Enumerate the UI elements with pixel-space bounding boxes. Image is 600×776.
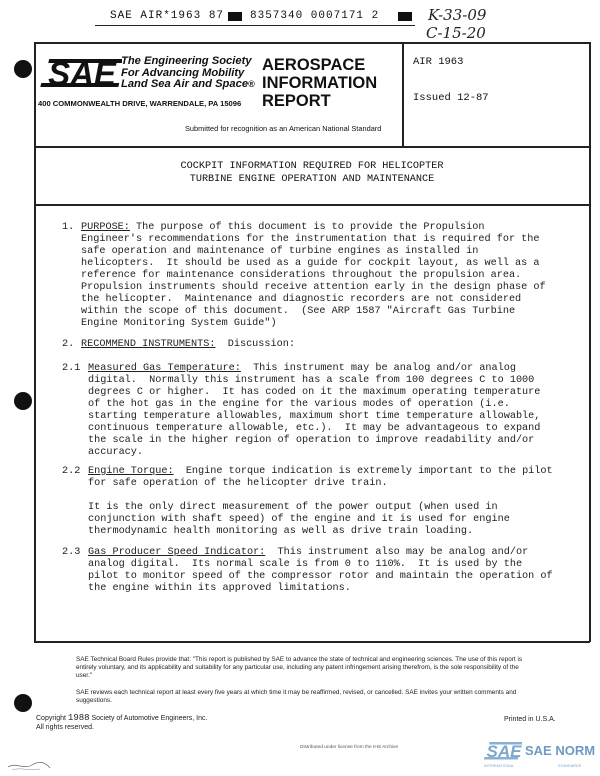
section-1-line-7: within the scope of this document. (See ARP 1587 "Aircraft Gas Turbine — [81, 306, 516, 317]
section-2-2-para2-line-0: It is the only direct measurement of the power output (when used in — [88, 502, 498, 513]
section-1-line-3: helicopters. It should be used as a guide for cockpit layout, as well as a — [81, 258, 540, 269]
section-1-line-5: Propulsion instruments should receive attention early in the design phase of — [81, 282, 546, 293]
document-title — [34, 160, 590, 186]
issued-date: Issued 12-87 — [413, 92, 489, 104]
copyright — [36, 714, 207, 723]
frame-bottom — [34, 641, 590, 643]
copyright-year: 1988 — [67, 713, 90, 723]
org-line-3: Land Sea Air and Space — [121, 78, 249, 90]
org-line-2: For Advancing Mobility — [121, 66, 245, 79]
sae-norm-text: SAE NORM — [525, 743, 596, 758]
section-2-2-para2-line-2: thermodynamic health monitoring as well as drive train loading. — [88, 526, 474, 537]
header-bottom-rule — [34, 146, 590, 148]
copyright-holder: Society of Automotive Engineers, Inc. — [91, 715, 208, 722]
section-1-line-2: safe operation and maintenance of turbine engines as installed in — [81, 246, 479, 257]
section-2-3-line-3: the engine within its approved limitations. — [88, 583, 351, 594]
section-2-1-number: 2.1 — [62, 363, 81, 374]
report-type — [262, 56, 377, 110]
section-2-1-body — [88, 363, 540, 459]
registered-mark: ® — [248, 79, 255, 89]
section-2-3-heading: Gas Producer Speed Indicator: — [88, 547, 266, 558]
section-2-number: 2. — [62, 339, 75, 350]
punch-hole-top — [14, 60, 32, 78]
frame-right — [589, 42, 591, 642]
doc-number: AIR 1963 — [413, 56, 464, 68]
black-mark-2 — [398, 12, 412, 21]
section-2-1-line-0: This instrument may be analog and/or analog — [240, 363, 516, 374]
doc-code: SAE AIR*1963 87 — [110, 10, 225, 22]
section-1-line-0: The purpose of this document is to provide the Propulsion — [129, 222, 485, 233]
org-line-1: The Engineering Society — [121, 55, 252, 67]
rights-reserved: All rights reserved. — [36, 724, 94, 731]
section-1-line-8: Engine Monitoring System Guide") — [81, 318, 277, 329]
sae-norm-small-left: INTERNATIONAL — [484, 764, 515, 768]
address: 400 COMMONWEALTH DRIVE, WARRENDALE, PA 15096 — [38, 99, 242, 108]
printed-in: Printed in U.S.A. — [504, 716, 556, 723]
section-2-2-body — [88, 466, 553, 538]
title-line-2: TURBINE ENGINE OPERATION AND MAINTENANCE — [189, 174, 435, 185]
handwritten-note-1: K-33-09 — [428, 6, 487, 24]
title-bottom-rule — [34, 204, 590, 206]
top-strip-rule — [95, 25, 415, 26]
review-note: SAE reviews each technical report at least every five years at which time it may be reaffirmed, revised, or cancelled. SAE invites your written comments and suggestions. — [76, 689, 517, 704]
section-2-1-heading: Measured Gas Temperature: — [88, 363, 241, 374]
frame-left — [34, 42, 36, 642]
section-2-3-number: 2.3 — [62, 547, 81, 558]
section-2-2-line-1: for safe operation of the helicopter drive train. — [88, 478, 388, 489]
section-2-heading: RECOMMEND INSTRUMENTS: — [81, 339, 216, 350]
header-divider — [402, 42, 404, 146]
org-tagline — [121, 56, 255, 91]
scan-artifact-icon — [6, 758, 52, 772]
punch-hole-middle — [14, 392, 32, 410]
sae-logo-text: SAE — [48, 56, 116, 90]
section-2-2-para2-line-1: conjunction with shaft speed) of the engine and it is used for engine — [88, 514, 510, 525]
black-mark-1 — [228, 12, 242, 21]
report-type-line-1: AEROSPACE — [262, 56, 366, 74]
section-1-heading: PURPOSE: — [81, 222, 130, 233]
submitted-note: Submitted for recognition as an American National Standard — [185, 124, 382, 133]
section-2-3-line-2: pilot to monitor speed of the compressor rotor and maintain the operation of — [88, 571, 553, 582]
section-2-1-line-5: continuous temperature allowable, etc.). It may be advantageous to expand — [88, 423, 541, 434]
section-1-number: 1. — [62, 222, 75, 233]
section-2-2-line-0: Engine torque indication is extremely important to the pilot — [173, 466, 553, 477]
report-type-line-2: INFORMATION — [262, 74, 378, 92]
barcode-number: 8357340 0007171 2 — [250, 10, 380, 22]
section-2-1-line-1: digital. Normally this instrument has a scale from 100 degrees C to 1000 — [88, 375, 535, 386]
sae-logo-icon — [38, 56, 122, 90]
svg-text:SAE: SAE — [486, 742, 522, 761]
section-2-body — [81, 339, 295, 351]
section-2-1-line-3: of the hot gas in the engine for the various modes of operation (i.e. — [88, 399, 510, 410]
title-line-1: COCKPIT INFORMATION REQUIRED FOR HELICOPTER — [180, 161, 444, 172]
section-2-rest: Discussion: — [215, 339, 295, 350]
frame-top — [34, 42, 590, 44]
copyright-prefix: Copyright — [36, 715, 66, 722]
report-type-line-3: REPORT — [262, 92, 331, 110]
section-2-3-body — [88, 547, 553, 595]
sae-norm-small-right: STANDARDS — [558, 764, 582, 768]
section-2-2-number: 2.2 — [62, 466, 81, 477]
section-1-line-6: the helicopter. Maintenance and diagnostic recorders are not considered — [81, 294, 522, 305]
distributed-note: Distributed under license from the IHS Archive — [300, 745, 399, 750]
handwritten-note-2: C-15-20 — [426, 24, 486, 42]
section-1-line-4: reference for maintenance considerations throughout the propulsion area. — [81, 270, 522, 281]
punch-hole-bottom — [14, 694, 32, 712]
policy-note: SAE Technical Board Rules provide that: "This report is published by SAE to advance the state of technical and engineering sciences. The use of this report is entirely voluntary, and its applicability and suitability for any particular use, including any patent infringement arising therefrom, is the sole responsibility of the user." — [76, 656, 523, 679]
section-2-3-line-0: This instrument also may be analog and/or — [265, 547, 529, 558]
section-2-1-line-6: the scale in the higher region of operation to improve readability and/or — [88, 435, 535, 446]
section-1-line-1: Engineer's recommendations for the instrumentation that is required for the — [81, 234, 540, 245]
sae-norm-logo-icon — [484, 740, 522, 762]
section-2-3-line-1: analog digital. Its normal scale is from 0 to 110%. It is used by the — [88, 559, 523, 570]
section-2-2-heading: Engine Torque: — [88, 466, 174, 477]
section-2-1-line-7: accuracy. — [88, 447, 144, 458]
section-1-body — [81, 222, 546, 330]
section-2-1-line-2: degrees C or higher. It has coded on it the maximum operating temperature — [88, 387, 541, 398]
section-2-1-line-4: starting temperature allowables, maximum short time temperature allowable, — [88, 411, 541, 422]
